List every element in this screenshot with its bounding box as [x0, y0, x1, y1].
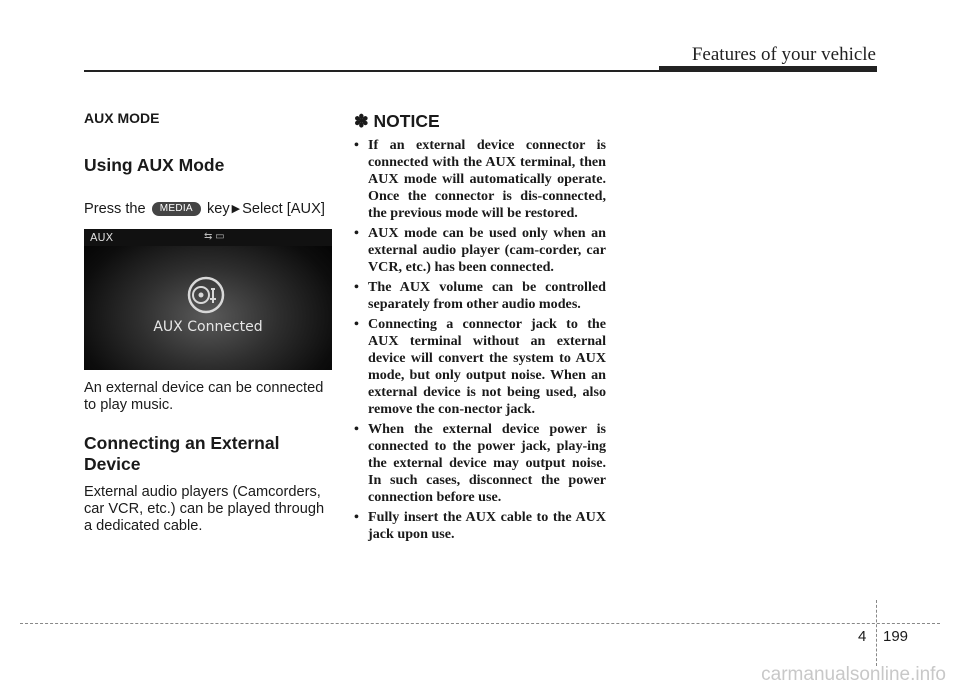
- notice-title: ✽ NOTICE: [354, 111, 440, 131]
- header-rule-thick: [659, 66, 877, 72]
- aux-disc-icon: [186, 275, 230, 315]
- notice-item-text: Connecting a connector jack to the AUX terminal without an external device will convert the system to AUX mode, but only output noise. When an external device is not being used, also remove the con-nector jack.: [368, 316, 606, 417]
- watermark-text: carmanualsonline.info: [761, 664, 946, 685]
- notice-item-text: AUX mode can be used only when an external audio player (cam-corder, car VCR, etc.) has been connected.: [368, 225, 606, 275]
- notice-item-text: If an external device connector is connected with the AUX terminal, then AUX mode will automatically operate. Once the connector is dis-connected, the previous mode will be restored.: [368, 137, 606, 221]
- bullet-icon: •: [354, 279, 359, 295]
- bullet-icon: •: [354, 316, 359, 332]
- page-chapter-number: 4: [858, 628, 867, 645]
- heading-connecting-device: Connecting an External Device: [84, 433, 280, 474]
- footer-vertical-dashed-rule: [876, 600, 877, 666]
- section-label: AUX MODE: [84, 110, 160, 126]
- bullet-icon: •: [354, 225, 359, 241]
- aux-description: An external device can be connected to play music.: [84, 380, 324, 413]
- notice-item: [354, 509, 606, 543]
- bullet-icon: •: [354, 421, 359, 437]
- notice-item: [354, 421, 606, 506]
- press-suffix: Select [AUX]: [242, 201, 325, 217]
- media-key-badge: MEDIA: [152, 202, 201, 216]
- left-column: [84, 110, 336, 176]
- page-number: 199: [883, 628, 909, 645]
- header-rule-thin: [84, 70, 659, 72]
- notice-item-text: The AUX volume can be controlled separately from other audio modes.: [368, 279, 606, 312]
- screen-aux-label: AUX: [90, 231, 114, 244]
- notice-item: [354, 279, 606, 313]
- press-prefix: Press the: [84, 201, 146, 217]
- notice-item-text: When the external device power is connected to the power jack, play-ing the external device may output noise. In such cases, disconnect the power connection before use.: [368, 421, 606, 505]
- screen-connected-text: AUX Connected: [153, 319, 263, 335]
- aux-screen-image: [84, 229, 332, 370]
- notice-item-text: Fully insert the AUX cable to the AUX jack upon use.: [368, 509, 606, 542]
- arrow-right-icon: ▶: [231, 203, 241, 215]
- screen-status-icons: ⇆ ▭: [204, 231, 225, 242]
- press-middle: key: [206, 201, 230, 217]
- bullet-icon: •: [354, 137, 359, 153]
- notice-item: [354, 316, 606, 418]
- press-instruction: [84, 201, 325, 217]
- header-title: Features of your vehicle: [691, 44, 876, 65]
- bullet-icon: •: [354, 509, 359, 525]
- footer-dashed-rule: [20, 623, 940, 624]
- heading-using-aux: Using AUX Mode: [84, 155, 225, 175]
- notice-item: [354, 137, 606, 222]
- notice-list: [354, 137, 606, 546]
- left-column-lower: [84, 380, 336, 535]
- connecting-description: External audio players (Camcorders, car VCR, etc.) can be played through a dedicated cable.: [84, 484, 325, 534]
- notice-item: [354, 225, 606, 276]
